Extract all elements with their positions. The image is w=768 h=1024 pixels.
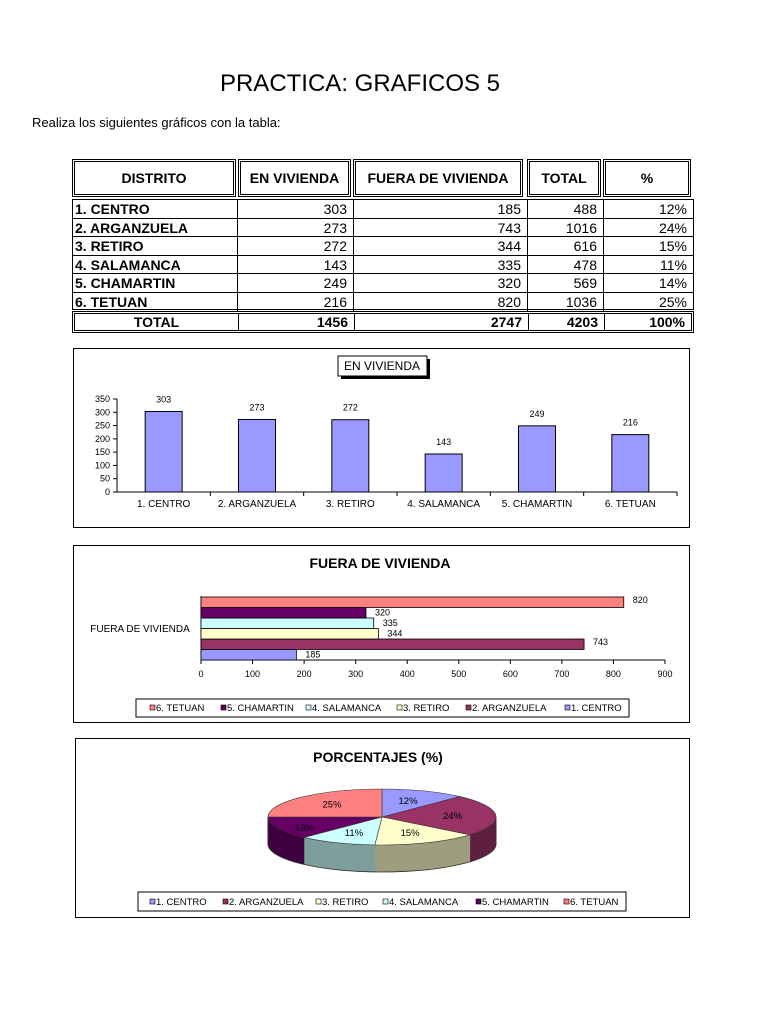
y-tick-label: 0: [104, 487, 110, 497]
cell-distrito: 1. CENTRO: [75, 201, 150, 217]
legend-swatch: [476, 899, 481, 904]
slice-side: [430, 842, 432, 869]
cell-distrito: 3. RETIRO: [75, 238, 144, 254]
slice-label: 13%: [294, 823, 314, 834]
bar-chart-fuera-de-vivienda: [74, 546, 689, 722]
legend-swatch: [564, 899, 569, 904]
legend-box: [136, 699, 629, 717]
slice-side: [391, 845, 394, 872]
total-percent: 100%: [649, 314, 685, 330]
cell-value: 143: [323, 256, 347, 273]
slice-side: [396, 845, 399, 872]
slice-side: [383, 845, 386, 872]
slice-side: [399, 845, 402, 872]
slice-side: [455, 838, 457, 865]
data-label: 335: [382, 618, 398, 628]
total-label: TOTAL: [133, 314, 180, 330]
data-label: 143: [436, 437, 452, 448]
data-label: 273: [249, 402, 265, 413]
legend-label: 3. RETIRO: [403, 703, 450, 714]
bar: [425, 454, 462, 492]
cell-value: 12%: [658, 201, 687, 217]
cell-value: 303: [323, 201, 347, 217]
slice-side: [435, 842, 437, 869]
x-tick-label: 3. RETIRO: [325, 499, 375, 510]
header-distrito: DISTRITO: [72, 159, 236, 197]
cell-value: 488: [573, 201, 597, 217]
legend-swatch: [383, 899, 388, 904]
cell-value: 1016: [565, 219, 597, 236]
cell-value: 14%: [658, 275, 687, 291]
bar: [201, 650, 296, 661]
y-tick-label: 150: [94, 447, 110, 458]
y-tick-label: 350: [94, 394, 110, 404]
x-tick-label: 200: [296, 669, 312, 679]
pie-chart-porcentajes: [76, 739, 689, 917]
slice-label: 11%: [344, 827, 364, 839]
bar: [201, 597, 624, 608]
data-label: 185: [305, 649, 321, 660]
x-tick-label: 0: [198, 669, 204, 679]
slice-side: [412, 844, 415, 871]
slice-label: 12%: [398, 795, 418, 807]
bar: [612, 435, 649, 492]
cell-value: 1036: [565, 293, 597, 310]
x-tick-label: 500: [451, 669, 467, 679]
bar: [145, 411, 182, 492]
x-tick-label: 900: [657, 669, 673, 679]
legend-label: 1. CENTRO: [571, 703, 622, 714]
chart-title: FUERA DE VIVIENDA: [309, 555, 451, 571]
slice-side: [404, 844, 407, 871]
legend-swatch: [223, 899, 228, 904]
cell-distrito: 4. SALAMANCA: [75, 256, 181, 273]
data-table-header: [72, 159, 694, 201]
legend-label: 4. SALAMANCA: [312, 703, 382, 714]
table-row: [73, 256, 693, 275]
slice-side: [470, 834, 473, 862]
slice-side: [457, 838, 459, 865]
bar: [201, 629, 378, 640]
chart-fuera-de-vivienda: [73, 545, 690, 723]
x-tick-label: 2. ARGANZUELA: [217, 499, 297, 510]
legend-label: 3. RETIRO: [322, 897, 369, 908]
cell-value: 216: [323, 293, 347, 310]
slice-side: [417, 843, 420, 870]
legend-label: 1. CENTRO: [156, 897, 207, 908]
bar: [239, 419, 276, 492]
cell-value: 272: [323, 238, 347, 254]
slice-side: [442, 841, 444, 868]
cell-value: 11%: [660, 256, 687, 273]
x-tick-label: 300: [348, 669, 364, 679]
slice-side: [386, 845, 389, 872]
legend-swatch: [316, 899, 321, 904]
slice-side: [475, 832, 477, 860]
x-tick-label: 400: [399, 669, 415, 679]
x-tick-label: 800: [605, 669, 621, 679]
slice-side: [409, 844, 412, 871]
header-total: TOTAL: [527, 159, 601, 197]
data-label: 820: [632, 595, 648, 605]
cell-value: 616: [573, 238, 597, 254]
slice-side: [415, 844, 418, 871]
x-tick-label: 700: [554, 669, 570, 679]
legend-label: 2. ARGANZUELA: [472, 703, 547, 714]
slice-side: [448, 839, 450, 866]
slice-side: [425, 843, 427, 870]
data-label: 216: [622, 417, 638, 428]
x-tick-label: 1. CENTRO: [136, 499, 191, 510]
table-row: [73, 293, 693, 312]
bar: [201, 618, 374, 629]
slice-side: [480, 830, 482, 858]
slice-side: [446, 840, 448, 867]
y-tick-label: 50: [99, 473, 110, 484]
cell-distrito: 6. TETUAN: [75, 293, 148, 310]
y-tick-label: 100: [94, 460, 110, 471]
header-percent: %: [603, 159, 691, 197]
data-table-body: [72, 199, 694, 310]
chart-title: EN VIVIENDA: [343, 359, 421, 373]
cell-distrito: 5. CHAMARTIN: [75, 275, 176, 291]
header-fuera-de-vivienda: FUERA DE VIVIENDA: [353, 159, 523, 197]
legend-swatch: [221, 705, 226, 710]
legend-label: 2. ARGANZUELA: [229, 897, 304, 908]
cell-value: 743: [497, 219, 521, 236]
cell-value: 335: [497, 256, 521, 273]
chart-title: PORCENTAJES (%): [313, 749, 443, 765]
legend-label: 6. TETUAN: [570, 897, 619, 908]
slice-side: [439, 841, 441, 868]
y-tick-label: 250: [94, 420, 110, 431]
legend-label: 5. CHAMARTIN: [482, 897, 549, 908]
bar: [201, 639, 584, 650]
slice-side: [450, 839, 452, 866]
cell-value: 15%: [658, 238, 687, 254]
legend-swatch: [306, 705, 311, 710]
total-total: 4203: [566, 314, 598, 330]
data-label: 249: [529, 408, 545, 419]
slice-label: 15%: [400, 827, 420, 839]
table-row: [73, 274, 693, 293]
slice-side: [420, 843, 423, 870]
cell-value: 569: [573, 275, 597, 291]
legend-swatch: [565, 705, 570, 710]
slice-side: [394, 845, 397, 872]
cell-value: 320: [497, 275, 521, 291]
slice-side: [407, 844, 410, 871]
slice-side: [402, 844, 405, 871]
slice-side: [388, 845, 391, 872]
y-tick-label: 200: [94, 433, 110, 444]
bar: [519, 426, 556, 492]
slice-side: [427, 842, 429, 869]
table-row: [73, 200, 693, 219]
slice-side: [453, 839, 455, 866]
x-tick-label: 100: [245, 669, 261, 679]
slice-label: 25%: [322, 799, 342, 811]
legend-swatch: [397, 705, 402, 710]
slice-side: [432, 842, 434, 869]
legend-swatch: [466, 705, 471, 710]
category-label: FUERA DE VIVIENDA: [90, 624, 190, 635]
data-label: 320: [374, 607, 391, 618]
cell-value: 820: [497, 293, 521, 310]
cell-value: 185: [497, 201, 521, 217]
cell-value: 273: [323, 219, 347, 236]
x-tick-label: 6. TETUAN: [604, 499, 656, 510]
data-label: 272: [342, 402, 358, 413]
legend-label: 5. CHAMARTIN: [227, 703, 294, 714]
slice-side: [437, 841, 439, 868]
total-en-vivienda: 1456: [316, 314, 348, 330]
data-label: 303: [156, 394, 172, 405]
cell-distrito: 2. ARGANZUELA: [75, 219, 189, 236]
table-total-row: [72, 311, 694, 333]
chart-en-vivienda: [73, 348, 690, 528]
legend-label: 6. TETUAN: [156, 703, 205, 714]
instructions-text: Realiza los siguientes gráficos con la tabla:: [32, 115, 281, 130]
slice-side: [444, 840, 446, 867]
cell-value: 24%: [658, 219, 687, 236]
slice-side: [378, 845, 381, 872]
y-tick-label: 300: [94, 407, 110, 418]
cell-value: 478: [573, 256, 597, 273]
slice-side: [375, 845, 378, 872]
legend-box: [138, 892, 626, 911]
x-tick-label: 4. SALAMANCA: [407, 499, 481, 510]
table-row: [73, 219, 693, 238]
legend-swatch: [150, 899, 155, 904]
slice-side: [473, 833, 476, 861]
x-tick-label: 600: [502, 669, 518, 679]
total-fuera-de-vivienda: 2747: [490, 314, 522, 330]
chart-porcentajes: [75, 738, 690, 918]
legend-swatch: [150, 705, 155, 710]
slice-label: 24%: [443, 810, 463, 822]
cell-value: 249: [323, 275, 347, 291]
bar: [332, 420, 369, 492]
slice-side: [422, 843, 425, 870]
slice-side: [477, 831, 479, 859]
page-title: PRACTICA: GRAFICOS 5: [219, 70, 501, 97]
x-tick-label: 5. CHAMARTIN: [501, 499, 573, 510]
slice-side: [380, 845, 383, 872]
data-label: 743: [593, 637, 609, 647]
table-row: [73, 237, 693, 256]
bar-chart-en-vivienda: [74, 349, 689, 527]
bar: [201, 608, 366, 619]
header-en-vivienda: EN VIVIENDA: [238, 159, 351, 197]
legend-label: 4. SALAMANCA: [389, 897, 459, 908]
data-label: 344: [387, 628, 403, 639]
cell-value: 25%: [658, 293, 687, 310]
cell-value: 344: [497, 238, 521, 254]
